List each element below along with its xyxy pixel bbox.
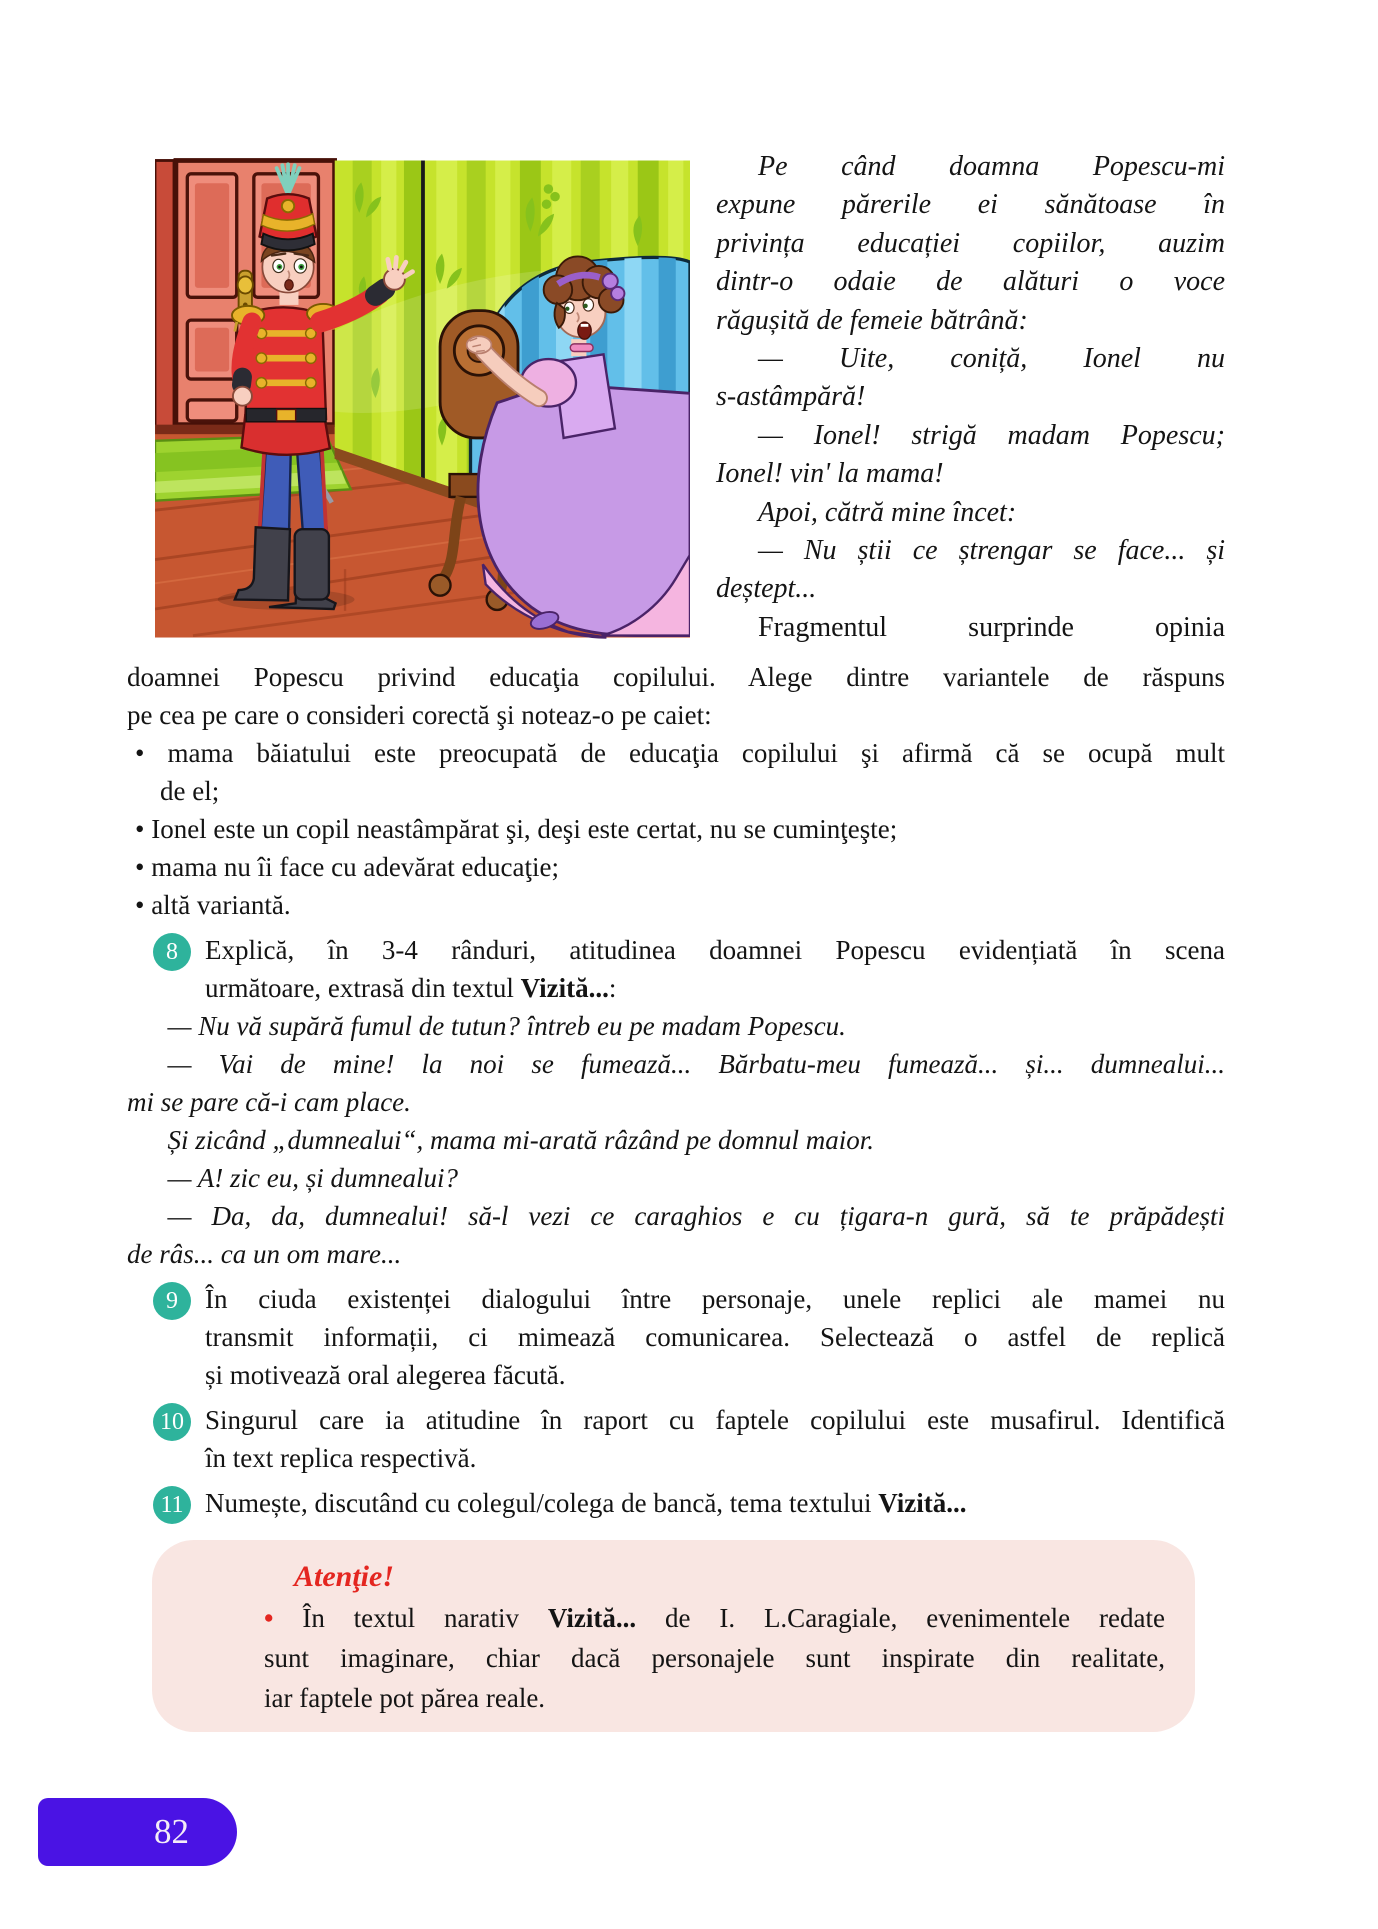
exercise-8-statement: Explică, în 3-4 rânduri, atitudinea doamnei Popescu evidențiată în scena următoare, extrasă din textul Vizită...: [205, 935, 1225, 1003]
task-intro: doamnei Popescu privind educaţia copilului. Alege dintre variantele de răspuns pe cea pe care o consideri corectă şi noteaz-o pe caiet: [127, 662, 1225, 730]
exercise-11 [127, 1484, 1225, 1522]
passage-paragraph: Pe când doamna Popescu-mi expune părerile ei sănătoase în privința educației copiilor, auzim dintr-o odaie de alături o voce răgușită de femeie bătrână: [716, 151, 1225, 336]
page-number: 82 [154, 1812, 189, 1851]
exercise-9-statement: În ciuda existenței dialogului între personaje, unele replici ale mamei nu transmit informații, ci mimează comunicarea. Selectează o astfel de replică și motivează oral alegerea făcută. [205, 1284, 1225, 1390]
exercise-9 [127, 1280, 1225, 1394]
red-bullet-icon: • [264, 1603, 274, 1633]
dialogue-line: — Vai de mine! la noi se fumează... Bărbatu-meu fumează... și... dumnealui... mi se pare că-i cam place. [127, 1049, 1225, 1117]
bold-title-reference: Vizită... [878, 1488, 967, 1518]
exercise-number-badge: 11 [153, 1486, 191, 1524]
exercise-number-badge: 8 [153, 933, 191, 971]
answer-option: • mama nu îi face cu adevărat educaţie; [135, 852, 559, 882]
attention-box [152, 1540, 1195, 1732]
dialogue-line: — Da, da, dumnealui! să-l vezi ce caraghios e cu țigara-n gură, să te prăpădești de râs... ca un om mare... [127, 1201, 1225, 1269]
bold-title-reference: Vizită... [547, 1603, 637, 1633]
exercise-10 [127, 1401, 1225, 1477]
bold-title-reference: Vizită... [520, 973, 609, 1003]
dialogue-excerpt [127, 1007, 1225, 1273]
page-content [127, 148, 1225, 1732]
dialogue-line: — Nu vă supără fumul de tutun? întreb eu pe madam Popescu. [167, 1011, 846, 1041]
exercise-number-badge: 9 [153, 1282, 191, 1320]
exercise-11-statement: Numește, discutând cu colegul/colega de bancă, tema textului Vizită... [205, 1488, 967, 1518]
answer-option: • altă variantă. [135, 890, 291, 920]
page-number-pill [38, 1798, 237, 1866]
exercise-10-statement: Singurul care ia atitudine în raport cu faptele copilului este musafirul. Identifică în text replica respectivă. [205, 1405, 1225, 1473]
story-illustration [155, 148, 690, 650]
exercise-8 [127, 931, 1225, 1007]
attention-title: Atenţie! [294, 1560, 395, 1593]
bridge-line-wrap [716, 609, 1225, 647]
passage-paragraph: — Nu știi ce ștrengar se face... și deștept... [716, 535, 1225, 605]
exercise-number-badge: 10 [153, 1403, 191, 1441]
bridge-line: Fragmentul surprinde opinia [758, 611, 1225, 643]
passage-paragraph: — Uite, coniță, Ionel nu s-astâmpără! [716, 343, 1225, 413]
passage-column [716, 148, 1225, 650]
attention-line: sunt imaginare, chiar dacă personajele sunt inspirate din realitate, [264, 1643, 1165, 1673]
answer-option: • mama băiatului este preocupată de educaţia copilului şi afirmă că se ocupă mult de el; [135, 738, 1225, 806]
answer-option: • Ionel este un copil neastâmpărat şi, deşi este certat, nu se cuminţeşte; [135, 814, 898, 844]
passage-paragraph: — Ionel! strigă madam Popescu; Ionel! vin' la mama! [716, 419, 1225, 490]
attention-line: iar faptele pot părea reale. [264, 1683, 546, 1713]
dialogue-line: Și zicând „dumnealui“, mama mi-arată râzând pe domnul maior. [167, 1125, 875, 1155]
attention-line: • În textul narativ Vizită... de I. L.Caragiale, evenimentele redate [264, 1603, 1165, 1633]
top-row [155, 148, 1225, 650]
answer-options [127, 734, 1225, 924]
passage-paragraph: Apoi, cătră mine încet: [758, 496, 1017, 528]
dialogue-line: — A! zic eu, și dumnealui? [167, 1163, 458, 1193]
